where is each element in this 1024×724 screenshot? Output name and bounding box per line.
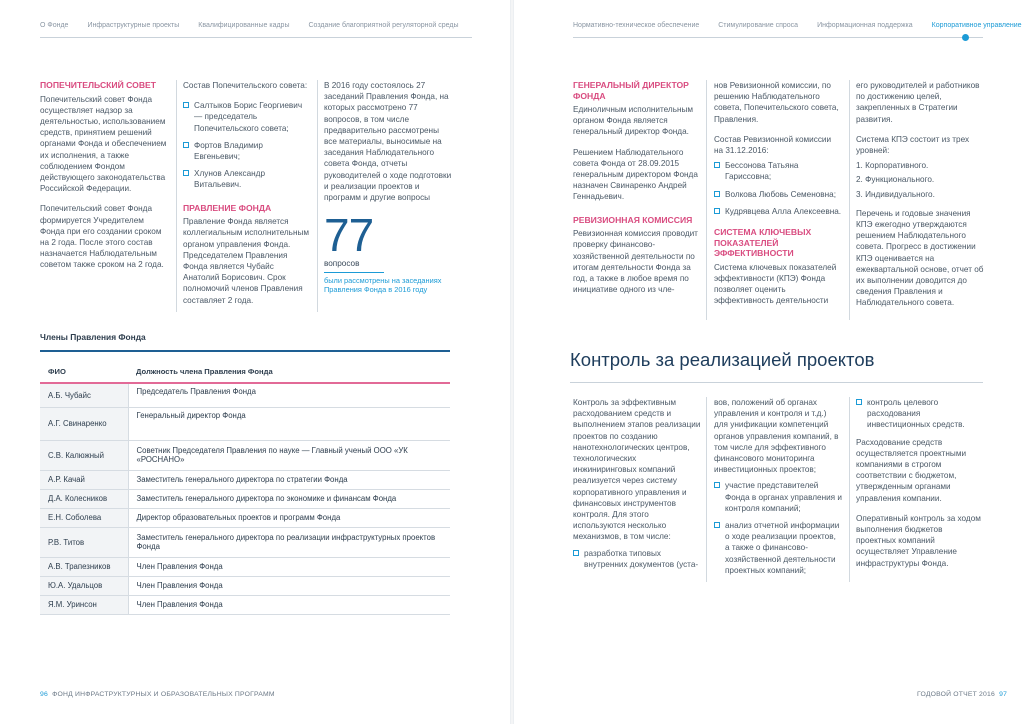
board-members-table xyxy=(40,361,450,615)
square-bullet-icon xyxy=(714,482,720,488)
audit-commission-text-cont: нов Ревизионной комиссии, по решению Наблюдательного совета, Попечительского совета, Правления. xyxy=(714,81,839,124)
column-divider xyxy=(317,80,318,312)
square-bullet-icon xyxy=(714,208,720,214)
kpi-system-text: Система ключевых показателей эффективности (КПЭ) Фонда позволяет оценить эффективность деятельности xyxy=(714,262,837,306)
control-intro-text: Контроль за эффективным расходованием средств и выполнением этапов реализации проектов по созданию нанотехнологических центров, технологических инжиниринговых компаний реализуется через систему корпоративного управления и финансовых инструментов контроля. Для этого используются несколько механизмов, в том числе: xyxy=(573,398,701,542)
nav-item-demand[interactable]: Стимулирование спроса xyxy=(718,22,799,29)
nav-item-about[interactable]: О Фонде xyxy=(40,22,69,29)
control-operational-text: Оперативный контроль за ходом выполнения бюджетов проектных компаний осуществляет Управление инфраструктуры Фонда. xyxy=(856,513,981,568)
general-director-text-2: Решением Наблюдательного совета Фонда от 28.09.2015 генеральным директором Фонда назначен Свинаренко Андрей Геннадьевич. xyxy=(573,147,698,202)
table-row: Е.Н. Соболева Директор образовательных проектов и программ Фонда xyxy=(40,508,450,527)
list-item: разработка типовых внутренних документов (уста- xyxy=(573,548,701,570)
big-number-caption: были рассмотрены на заседаниях Правления Фонда в 2016 году xyxy=(324,276,442,295)
left-col-2 xyxy=(183,80,311,315)
column-header-position: Должность члена Правления Фонда xyxy=(128,361,450,383)
square-bullet-icon xyxy=(183,102,189,108)
heading-kpi-system: СИСТЕМА КЛЮЧЕВЫХ ПОКАЗАТЕЛЕЙ ЭФФЕКТИВНОСТИ xyxy=(714,227,812,259)
nav-item-normative[interactable]: Нормативно-техническое обеспечение xyxy=(573,22,700,29)
nav-item-infrastructure[interactable]: Инфраструктурные проекты xyxy=(87,22,180,29)
section-nav-left xyxy=(40,22,478,29)
table-title-rule xyxy=(40,350,450,352)
column-divider xyxy=(706,80,707,320)
table-row: Д.А. Колесников Заместитель генерального директора по экономике и финансам Фонда xyxy=(40,489,450,508)
section-nav-right xyxy=(573,22,1024,29)
square-bullet-icon xyxy=(183,170,189,176)
table-row: Я.М. Уринсон Член Правления Фонда xyxy=(40,595,450,614)
footer-left xyxy=(40,691,275,698)
nav-item-info-support[interactable]: Информационная поддержка xyxy=(817,22,913,29)
square-bullet-icon xyxy=(714,162,720,168)
kpi-goals-text: его руководителей и работников по достижению целей, закрепленных в Стратегии развития. xyxy=(856,81,980,124)
heading-audit-commission: РЕВИЗИОННАЯ КОМИССИЯ xyxy=(573,214,693,225)
nav-item-regulatory[interactable]: Создание благоприятной регуляторной среды xyxy=(308,22,459,29)
list-item: Хлунов Александр Витальевич. xyxy=(183,168,311,190)
table-row: А.В. Трапезников Член Правления Фонда xyxy=(40,557,450,576)
table-row: Р.В. Титов Заместитель генерального директора по реализации инфраструктурных проектов Фонда xyxy=(40,527,450,557)
list-item: анализ отчетной информации о ходе реализации проектов, а также о финансово-хозяйственной деятельности проектных компаний; xyxy=(714,520,842,576)
audit-commission-text: Ревизионная комиссия проводит проверку финансово-хозяйственной деятельности по итогам деятельности Фонда за год, а также в любое время по инициативе одного из чле- xyxy=(573,229,698,295)
column-divider xyxy=(849,80,850,320)
board-text: Правление Фонда является коллегиальным исполнительным органом управления Фонда. Председателем Правления Фонда является Чубайс Анатолий Борисович. Срок полномочий членов Правления составляет 2 года. xyxy=(183,217,309,305)
active-section-dot-icon xyxy=(962,34,969,41)
footer-org-name: ФОНД ИНФРАСТРУКТУРНЫХ И ОБРАЗОВАТЕЛЬНЫХ ПРОГРАММ xyxy=(52,691,275,698)
list-item: Волкова Любовь Семеновна; xyxy=(714,189,842,200)
list-item: Бессонова Татьяна Гариссовна; xyxy=(714,160,842,182)
trustee-members-list xyxy=(183,100,311,190)
book-spine xyxy=(510,0,514,724)
heading-trustee-council: ПОПЕЧИТЕЛЬСКИЙ СОВЕТ xyxy=(40,80,157,90)
audit-members-list xyxy=(714,160,842,217)
general-director-text-1: Единоличным исполнительным органом Фонда является генеральный директор Фонда. xyxy=(573,105,693,137)
table-title: Члены Правления Фонда xyxy=(40,332,146,342)
control-col-2 xyxy=(714,397,842,582)
nav-divider-right xyxy=(573,37,983,38)
square-bullet-icon xyxy=(573,550,579,556)
nav-item-corporate-governance[interactable]: Корпоративное управление xyxy=(931,22,1022,29)
kpi-level-2: 2. Функционального. xyxy=(856,175,935,185)
control-spending-text: Расходование средств осуществляется проектными компаниями в строгом соответствии с бюджетом, утвержденным органами управления компании. xyxy=(856,437,967,503)
right-col-1 xyxy=(573,80,701,304)
list-item: контроль целевого расходования инвестиционных средств. xyxy=(856,397,984,431)
big-number-unit: вопросов xyxy=(324,259,360,269)
table-row: А.Б. Чубайс Председатель Правления Фонда xyxy=(40,383,450,407)
square-bullet-icon xyxy=(714,191,720,197)
column-divider xyxy=(706,397,707,582)
trustee-council-text-1: Попечительский совет Фонда осуществляет надзор за деятельностью, использованием средств, принятием решений органами Фонда и обеспечением их исполнения, а также соблюдением Фондом действующего законодательства Российской Федерации. xyxy=(40,94,167,194)
list-item: Фортов Владимир Евгеньевич; xyxy=(183,140,311,162)
page-number-left: 96 xyxy=(40,691,48,698)
trustee-composition-intro: Состав Попечительского совета: xyxy=(183,81,308,90)
footer-report-name: ГОДОВОЙ ОТЧЕТ 2016 xyxy=(917,691,995,698)
right-col-2 xyxy=(714,80,842,315)
control-col-1 xyxy=(573,397,701,576)
left-col-1 xyxy=(40,80,167,280)
heading-board: ПРАВЛЕНИЕ ФОНДА xyxy=(183,202,272,213)
nav-divider-left xyxy=(40,37,472,38)
footer-right xyxy=(917,691,1007,698)
section-title-project-control: Контроль за реализацией проектов xyxy=(570,349,875,370)
table-row: А.Р. Качай Заместитель генерального директора по стратегии Фонда xyxy=(40,470,450,489)
section-title-rule xyxy=(570,382,983,383)
heading-general-director: ГЕНЕРАЛЬНЫЙ ДИРЕКТОР ФОНДА xyxy=(573,80,689,101)
column-divider xyxy=(176,80,177,312)
board-meetings-text: В 2016 году состоялось 27 заседаний Правления Фонда, на которых рассмотрено 77 вопросов, в том числе предварительно рассмотрены все материалы, выносимые на заседания Наблюдательного совета Фонда, отчеты руководителей о ходе подготовки и реализации проектов и программ и другие вопросы xyxy=(324,81,452,203)
kpi-approval-text: Перечень и годовые значения КПЭ ежегодно утверждаются решением Наблюдательного совета. Прогресс в достижении КПЭ оценивается на ежеквартальной основе, отчет об их выполнении доводится до сведения Правления и Наблюдательного совета. xyxy=(856,208,984,308)
left-col-3 xyxy=(324,80,454,294)
kpi-level-1: 1. Корпоративного. xyxy=(856,161,929,171)
right-col-3 xyxy=(856,80,984,318)
big-number-questions: 77 xyxy=(324,209,374,262)
trustee-council-text-2: Попечительский совет Фонда формируется Учредителем Фонда при его создании сроком на 2 года. После этого состав назначается Наблюдательным советом также сроком на 2 года. xyxy=(40,204,164,270)
list-item: Салтыков Борис Георгиевич — председатель Попечительского совета; xyxy=(183,100,311,134)
column-header-fio: ФИО xyxy=(40,361,128,383)
list-item: Кудрявцева Алла Алексеевна. xyxy=(714,206,842,217)
column-divider xyxy=(849,397,850,582)
control-mechanisms-list-3 xyxy=(856,397,984,431)
kpi-level-3: 3. Индивидуального. xyxy=(856,189,935,199)
table-row: Ю.А. Удальцов Член Правления Фонда xyxy=(40,576,450,595)
control-mechanism-cont: вов, положений об органах управления и контроля и т.д.) для унификации компетенций органов управления компаний, в том числе для эффективного финансового мониторинга инвестиционных проектов; xyxy=(714,398,839,475)
table-row: А.Г. Свинаренко Генеральный директор Фонда xyxy=(40,407,450,440)
square-bullet-icon xyxy=(183,142,189,148)
table-header-row xyxy=(40,361,450,383)
nav-item-personnel[interactable]: Квалифицированные кадры xyxy=(198,22,290,29)
control-mechanisms-list-2 xyxy=(714,480,842,576)
control-col-3 xyxy=(856,397,984,578)
kpi-levels-intro: Система КПЭ состоит из трех уровней: xyxy=(856,134,970,156)
big-number-separator xyxy=(324,272,384,273)
audit-composition-intro: Состав Ревизионной комиссии на 31.12.2016: xyxy=(714,134,832,156)
control-mechanisms-list-1 xyxy=(573,548,701,570)
list-item: участие представителей Фонда в органах управления и контроля компаний; xyxy=(714,480,842,514)
page-number-right: 97 xyxy=(999,691,1008,698)
square-bullet-icon xyxy=(714,522,720,528)
square-bullet-icon xyxy=(856,399,862,405)
table-row: С.В. Калюжный Советник Председателя Правления по науке — Главный ученый ООО «УК «РОСНАНО» xyxy=(40,440,450,470)
